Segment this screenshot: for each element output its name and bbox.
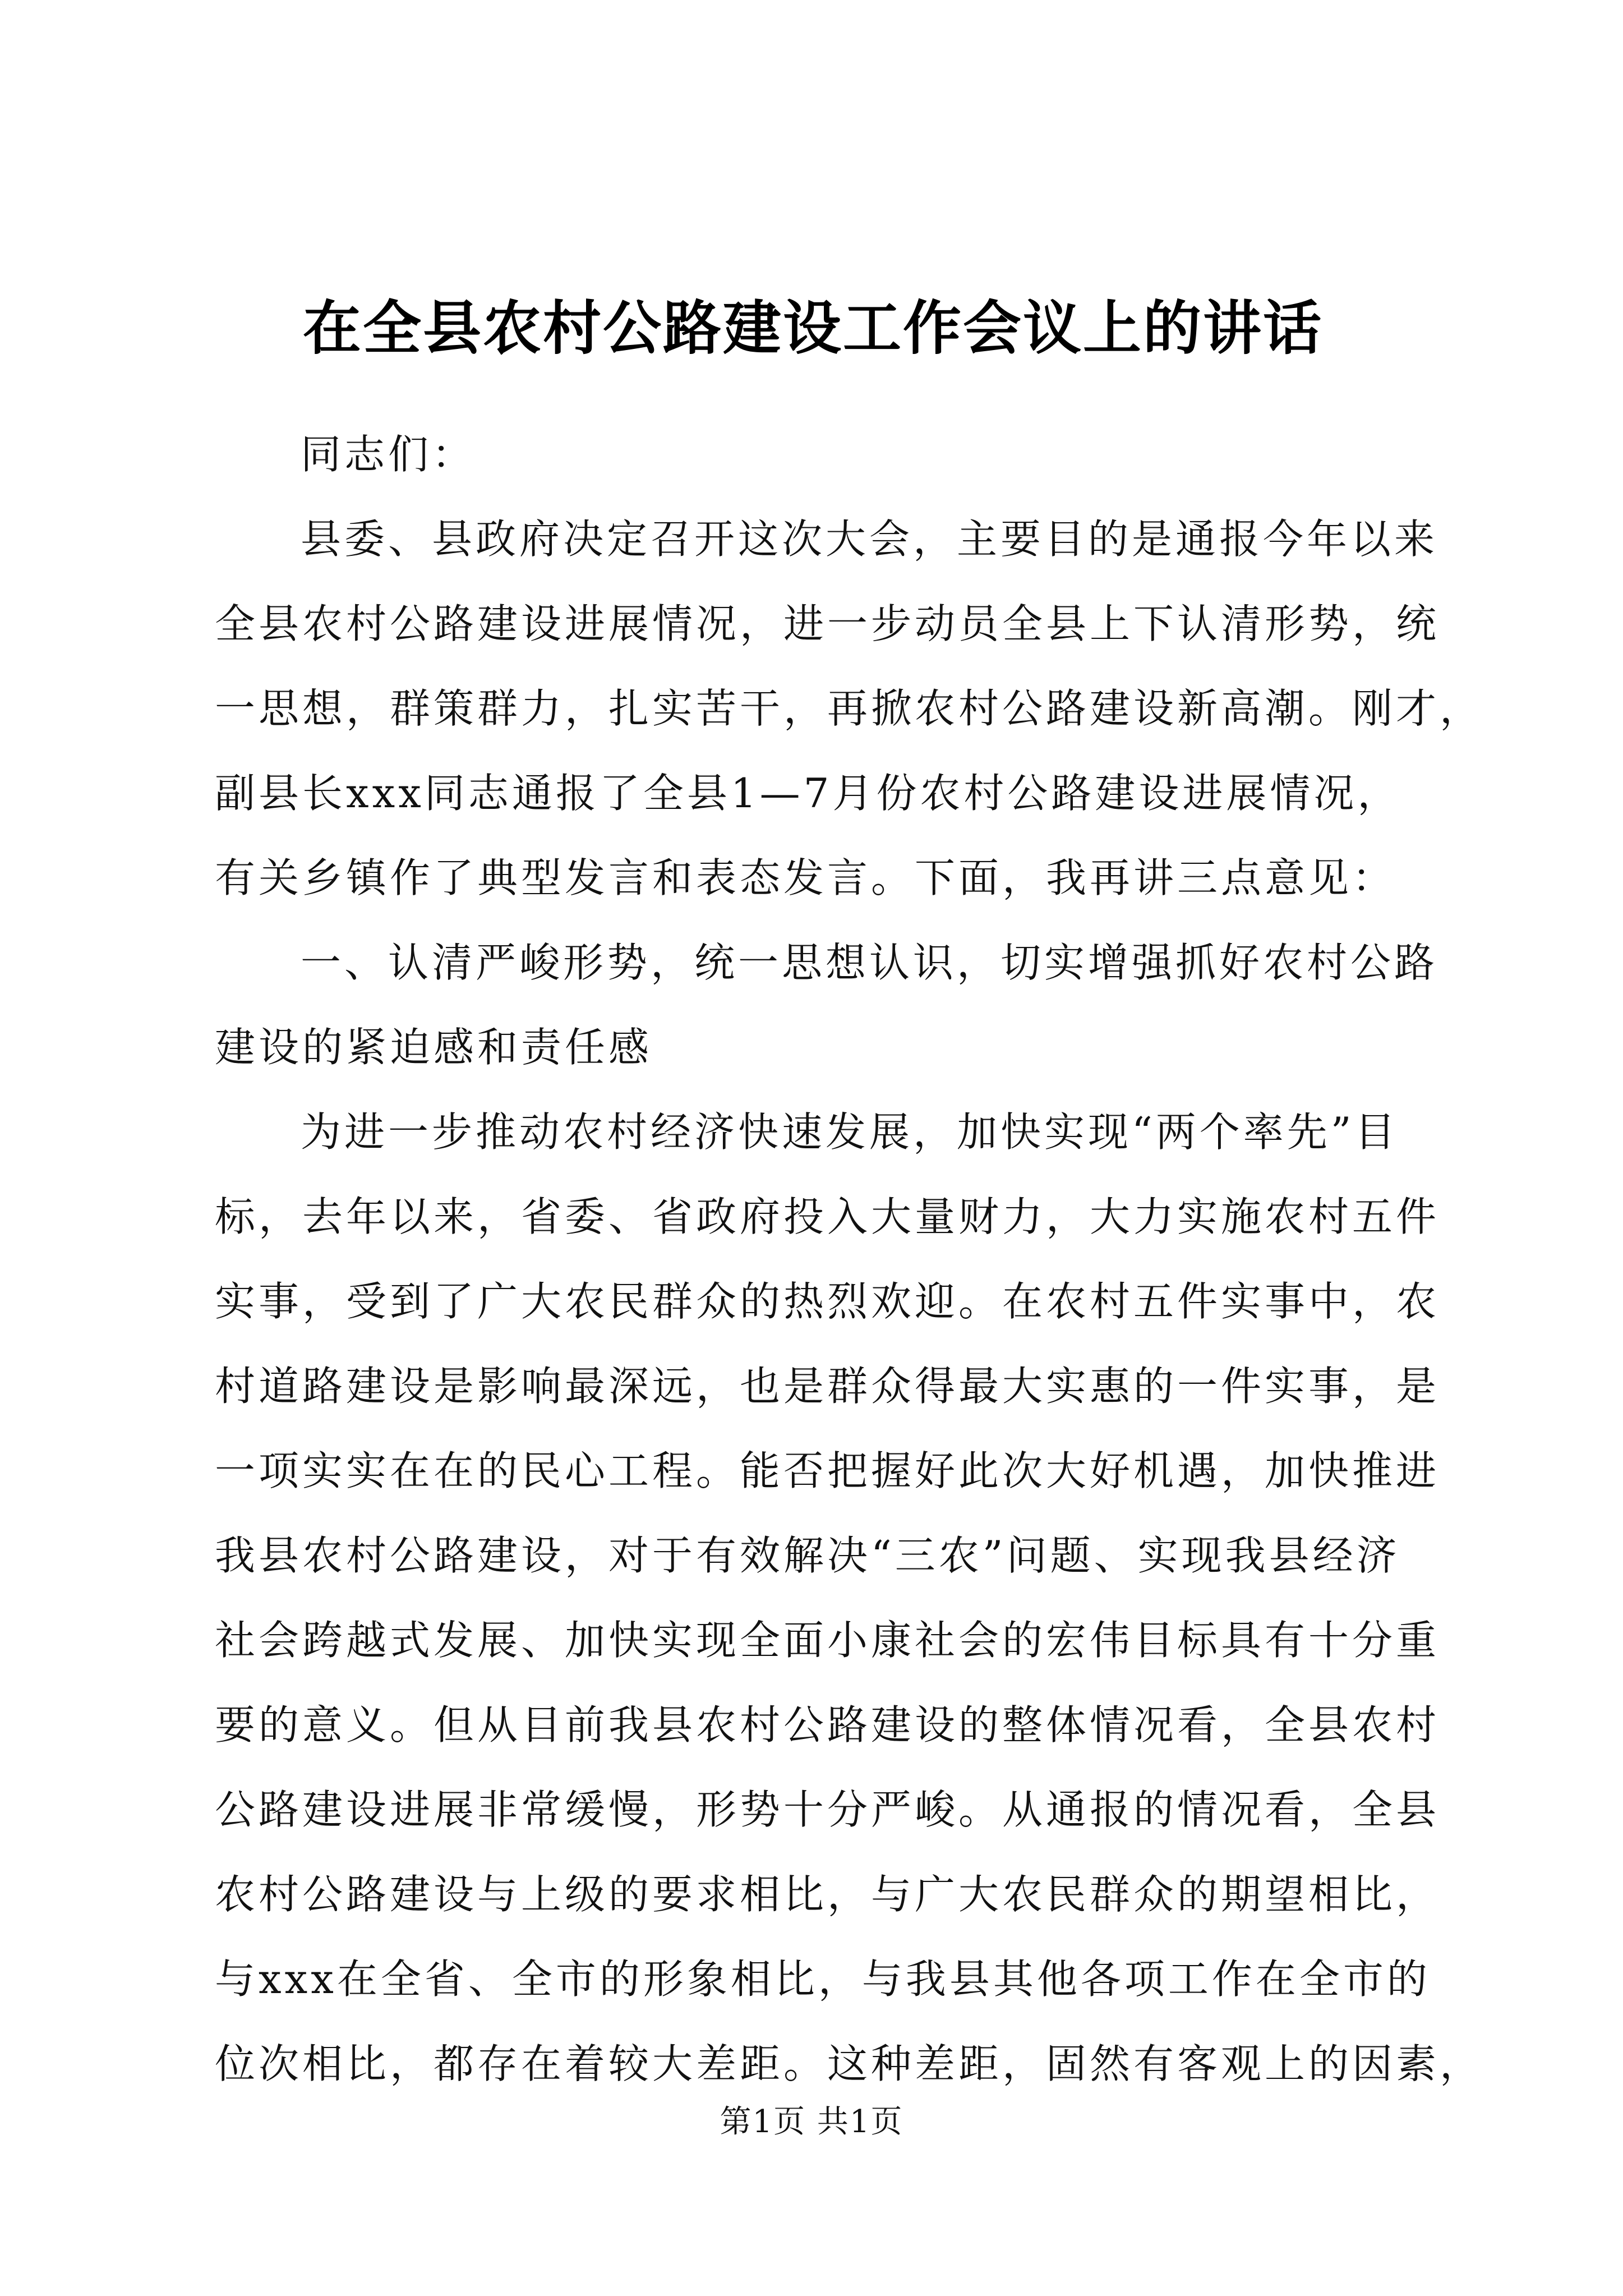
paragraph-line: 一思想，群策群力，扎实苦干，再掀农村公路建设新高潮。刚才， (215, 685, 1484, 732)
document-body (215, 412, 1484, 2106)
paragraph-line: 副县长xxx同志通报了全县1—7月份农村公路建设进展情况， (215, 770, 1401, 817)
section-heading-line: 建设的紧迫感和责任感 (215, 1024, 653, 1071)
paragraph-line: 与xxx在全省、全市的形象相比，与我县其他各项工作在全市的 (215, 1955, 1431, 2003)
paragraph-line: 我县农村公路建设，对于有效解决“三农”问题、实现我县经济 (215, 1532, 1400, 1579)
paragraph-line: 一项实实在在的民心工程。能否把握好此次大好机遇，加快推进 (215, 1447, 1440, 1494)
paragraph-line: 要的意义。但从目前我县农村公路建设的整体情况看，全县农村 (215, 1701, 1440, 1749)
paragraph-line: 有关乡镇作了典型发言和表态发言。下面，我再讲三点意见： (215, 854, 1396, 901)
paragraph-line: 位次相比，都存在着较大差距。这种差距，固然有客观上的因素， (215, 2040, 1484, 2087)
paragraph-line: 实事，受到了广大农民群众的热烈欢迎。在农村五件实事中，农 (215, 1278, 1440, 1325)
paragraph-line: 全县农村公路建设进展情况，进一步动员全县上下认清形势，统 (215, 600, 1440, 647)
page-number-footer: 第1页 共1页 (720, 2104, 903, 2140)
paragraph-line: 公路建设进展非常缓慢，形势十分严峻。从通报的情况看，全县 (215, 1786, 1440, 1833)
paragraph-line: 社会跨越式发展、加快实现全面小康社会的宏伟目标具有十分重 (215, 1617, 1440, 1664)
paragraph-line: 县委、县政府决定召开这次大会，主要目的是通报今年以来 (301, 516, 1438, 563)
paragraph-line: 标，去年以来，省委、省政府投入大量财力，大力实施农村五件 (215, 1193, 1440, 1240)
document-title: 在全县农村公路建设工作会议上的讲话 (303, 293, 1324, 362)
paragraph-line: 为进一步推动农村经济快速发展，加快实现“两个率先”目 (301, 1108, 1399, 1156)
paragraph-line: 村道路建设是影响最深远，也是群众得最大实惠的一件实事，是 (215, 1363, 1440, 1410)
paragraph-line: 农村公路建设与上级的要求相比，与广大农民群众的期望相比， (215, 1871, 1440, 1918)
section-heading-line: 一、认清严峻形势，统一思想认识，切实增强抓好农村公路 (301, 939, 1438, 986)
salutation-line: 同志们： (301, 431, 476, 478)
